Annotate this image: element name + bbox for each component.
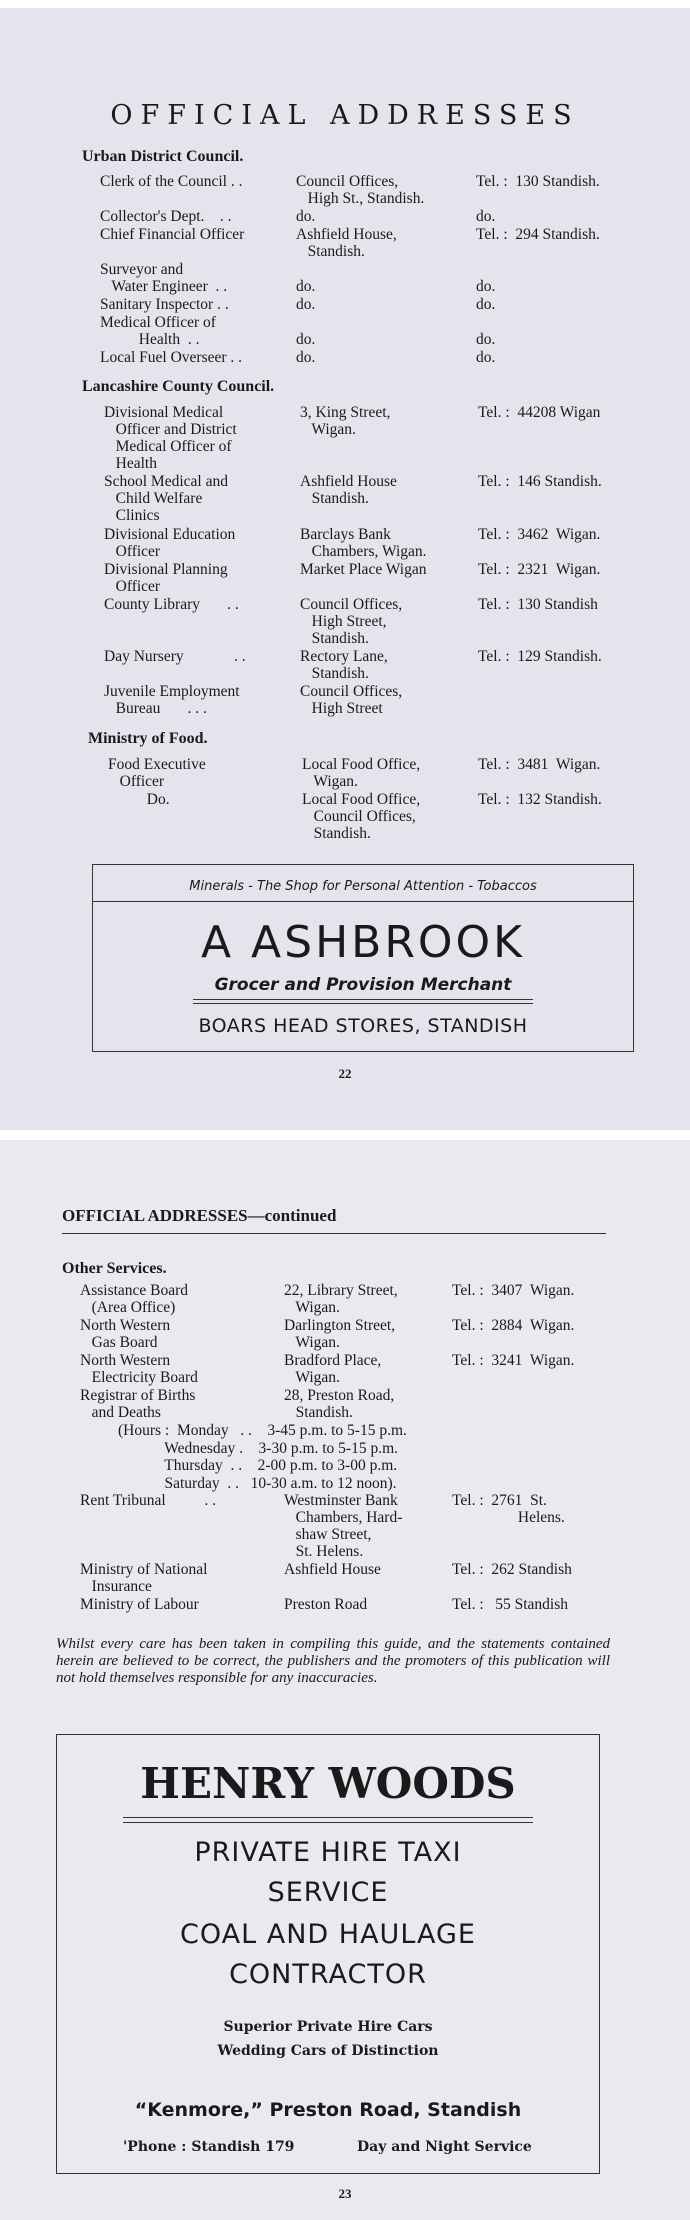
ad-service-hours: Day and Night Service (357, 2139, 532, 2155)
page-23 (0, 1140, 690, 2220)
office-address: Darlington Street, Wigan. (284, 1317, 396, 1351)
office-address: do. (296, 331, 316, 348)
ad-rule-bottom (123, 1822, 533, 1823)
registrar-hours-line: Thursday . . 2-00 p.m. to 3-00 p.m. (118, 1457, 398, 1474)
section-title-urban-district-council: Urban District Council. (82, 148, 244, 165)
office-name: School Medical and Child Welfare Clinics (104, 473, 228, 524)
section-title-ministry-of-food: Ministry of Food. (88, 730, 208, 747)
office-name: Divisional Planning Officer (104, 561, 228, 595)
office-telephone: Tel. : 132 Standish. (478, 791, 602, 808)
office-telephone: Tel. : 2761 St. Helens. (452, 1492, 565, 1526)
office-name: County Library . . (104, 596, 239, 613)
office-name: Chief Financial Officer (100, 226, 245, 243)
registrar-hours-line: Wednesday . 3-30 p.m. to 5-15 p.m. (118, 1439, 399, 1457)
ad-business-name: HENRY WOODS (140, 1759, 516, 1808)
office-address: Council Offices, High St., Standish. (296, 173, 425, 207)
office-address: Council Offices, High Street, Standish. (300, 596, 403, 647)
office-telephone: Tel. : 262 Standish (452, 1561, 572, 1578)
office-telephone: Tel. : 3241 Wigan. (452, 1352, 575, 1369)
office-address: Ashfield House Standish. (300, 473, 397, 507)
page-22 (0, 8, 690, 1130)
office-telephone: do. (476, 349, 496, 366)
registrar-hours-line: Saturday . . 10-30 a.m. to 12 noon). (118, 1474, 397, 1492)
office-name: Registrar of Births and Deaths (80, 1387, 196, 1421)
office-address: Barclays Bank Chambers, Wigan. (300, 526, 427, 560)
office-name: Divisional Education Officer (104, 526, 236, 560)
office-name: Clerk of the Council . . (100, 173, 243, 190)
section-title-lancashire-county-council: Lancashire County Council. (82, 378, 275, 395)
office-telephone: Tel. : 3407 Wigan. (452, 1282, 575, 1299)
registrar-hours-line: (Hours : Monday . . 3-45 p.m. to 5-15 p.m. (118, 1422, 407, 1439)
office-telephone: Tel. : 146 Standish. (478, 473, 602, 490)
office-name: Local Fuel Overseer . . (100, 349, 243, 366)
office-telephone: Tel. : 294 Standish. (476, 226, 600, 243)
office-address: Council Offices, High Street (300, 683, 403, 717)
office-name: Food Executive Officer (108, 756, 206, 790)
office-telephone: Tel. : 130 Standish (478, 596, 598, 613)
office-telephone: do. (476, 331, 496, 348)
ad-divider (93, 901, 633, 902)
office-address: Ashfield House (284, 1561, 381, 1578)
office-name: North Western Electricity Board (80, 1352, 198, 1386)
office-telephone: do. (476, 278, 496, 295)
office-telephone: Tel. : 2884 Wigan. (452, 1317, 575, 1334)
ad-underline-2 (193, 1003, 533, 1004)
office-name: Do. (108, 791, 170, 808)
ad-rule-top (123, 1817, 533, 1818)
office-name: Rent Tribunal . . (80, 1492, 217, 1509)
ad-underline (193, 999, 533, 1000)
office-address: Preston Road (284, 1596, 368, 1613)
office-telephone: Tel. : 44208 Wigan (478, 404, 601, 421)
office-address: 3, King Street, Wigan. (300, 404, 391, 438)
office-telephone: Tel. : 130 Standish. (476, 173, 600, 190)
ashbrook-advertisement (92, 864, 634, 1052)
office-address: Local Food Office, Wigan. (302, 756, 421, 790)
office-name: Assistance Board (Area Office) (80, 1282, 189, 1316)
office-name: Sanitary Inspector . . (100, 296, 229, 313)
office-name: North Western Gas Board (80, 1317, 171, 1351)
office-address: do. (296, 349, 316, 366)
office-name: Ministry of Labour (80, 1596, 199, 1613)
page-number: 23 (338, 2186, 352, 2201)
title-rule (62, 1233, 606, 1234)
office-name: Divisional Medical Officer and District Medical Officer of Health (104, 404, 237, 472)
ad-service-line-2: SERVICE (267, 1877, 389, 1908)
office-address: do. (296, 278, 316, 295)
office-telephone: Tel. : 3462 Wigan. (478, 526, 601, 543)
office-address: Market Place Wigan (300, 561, 427, 578)
office-telephone: Tel. : 2321 Wigan. (478, 561, 601, 578)
ad-service-line-3: COAL AND HAULAGE (180, 1919, 476, 1950)
office-name: Juvenile Employment Bureau . . . (104, 683, 240, 717)
office-name: Surveyor and Water Engineer . . (100, 261, 228, 295)
ad-tagline: Minerals - The Shop for Personal Attention - Tobaccos (189, 879, 537, 894)
ad-feature-2: Wedding Cars of Distinction (217, 2043, 439, 2059)
page-number: 22 (338, 1066, 352, 1081)
ad-feature-1: Superior Private Hire Cars (223, 2019, 433, 2035)
office-name: Ministry of National Insurance (80, 1561, 208, 1595)
office-address: do. (296, 296, 316, 313)
ad-address: “Kenmore,” Preston Road, Standish (134, 2099, 522, 2121)
office-name: Collector's Dept. . . (100, 208, 232, 225)
office-address: Ashfield House, Standish. (296, 226, 397, 260)
section-title-other-services: Other Services. (62, 1260, 167, 1277)
office-telephone: Tel. : 3481 Wigan. (478, 756, 601, 773)
office-address: 28, Preston Road, Standish. (284, 1387, 395, 1421)
ad-service-line-1: PRIVATE HIRE TAXI (194, 1837, 462, 1868)
office-telephone: do. (476, 296, 496, 313)
office-address: do. (296, 208, 316, 225)
office-address: Westminster Bank Chambers, Hard- shaw Street, St. Helens. (284, 1492, 403, 1560)
office-telephone: Tel. : 55 Standish (452, 1596, 569, 1613)
office-address: Rectory Lane, Standish. (300, 648, 388, 682)
henry-woods-advertisement (56, 1734, 600, 2174)
office-address: Bradford Place, Wigan. (284, 1352, 382, 1386)
ad-phone: 'Phone : Standish 179 (123, 2139, 295, 2155)
page-title: OFFICIAL ADDRESSES—continued (62, 1206, 337, 1225)
ad-trade: Grocer and Provision Merchant (214, 975, 512, 995)
office-name: Day Nursery . . (104, 648, 246, 665)
office-address: 22, Library Street, Wigan. (284, 1282, 398, 1316)
ad-service-line-4: CONTRACTOR (229, 1959, 427, 1990)
office-telephone: do. (476, 208, 496, 225)
page-heading: OFFICIAL ADDRESSES (110, 100, 580, 131)
ad-business-name: A ASHBROOK (200, 917, 526, 968)
ad-store-address: BOARS HEAD STORES, STANDISH (198, 1015, 528, 1037)
office-address: Local Food Office, Council Offices, Standish. (302, 791, 421, 842)
office-telephone: Tel. : 129 Standish. (478, 648, 602, 665)
office-name: Medical Officer of Health . . (100, 314, 216, 348)
disclaimer: Whilst every care has been taken in compiling this guide, and the statements contained herein are believed to be correct, the publishers and the promoters of this publication will not hold themselves responsible for any inaccuracies. (56, 1636, 610, 1686)
